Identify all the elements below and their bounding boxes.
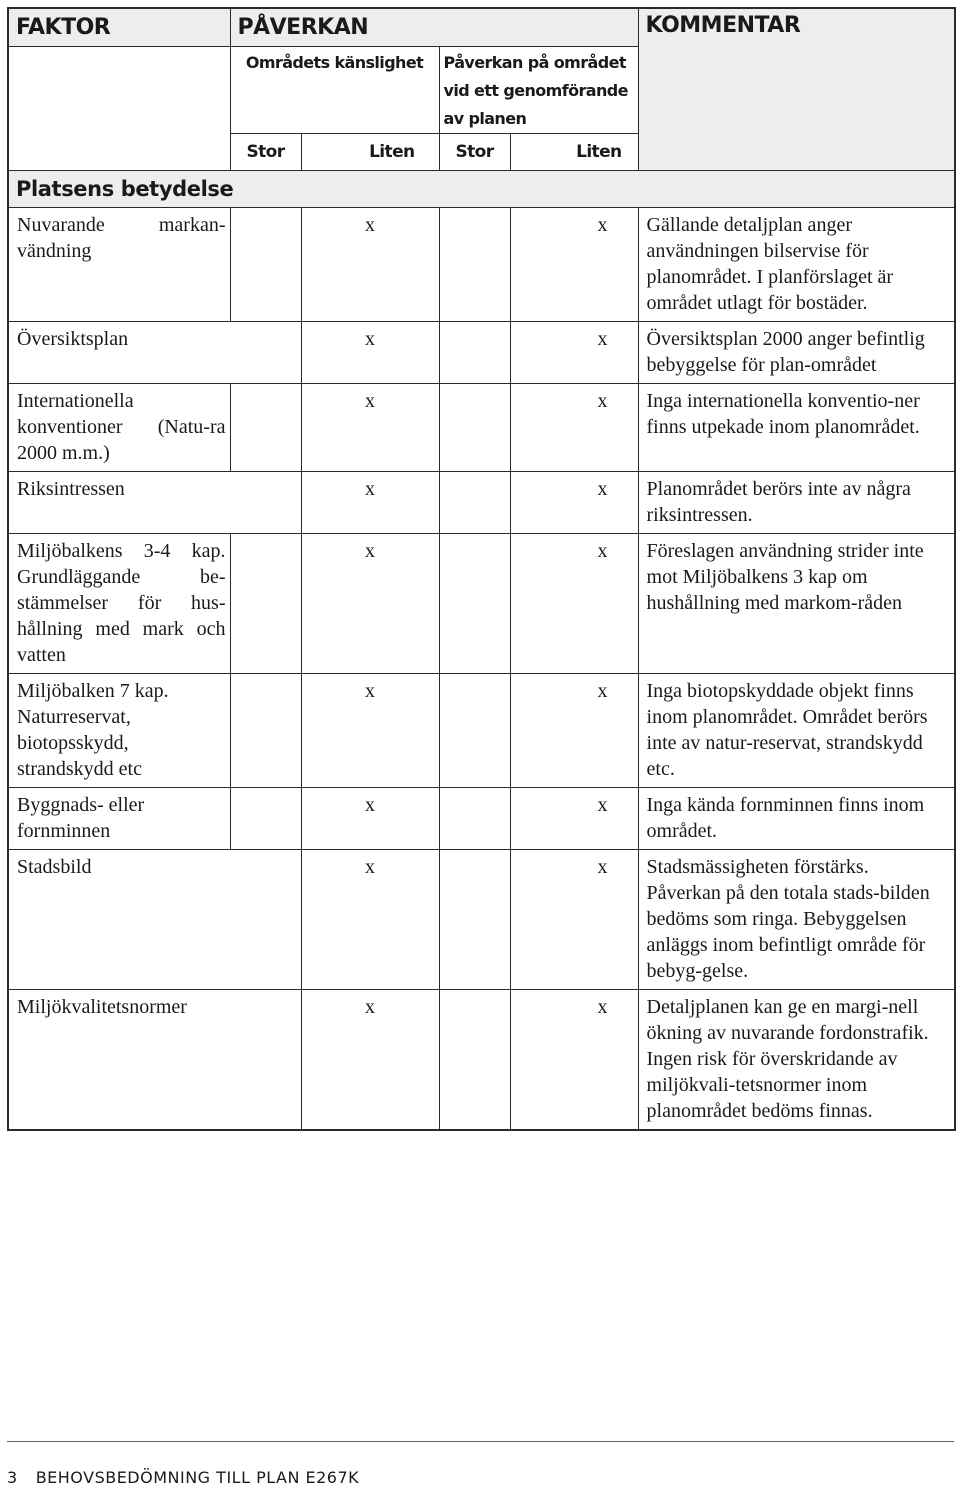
section-row: [8, 171, 955, 208]
impact-area-line: av planen: [443, 109, 527, 128]
table-row: [8, 472, 955, 534]
factor-header-blank: [8, 47, 230, 171]
comment-cell: Översiktsplan 2000 anger befintlig bebyggelse för plan-området: [638, 322, 955, 384]
mark-cell: x: [510, 384, 638, 472]
table-row: [8, 990, 955, 1131]
comment-cell: Stadsmässigheten förstärks. Påverkan på den totala stads-bilden bedöms som ringa. Bebyggelsen anläggs inom befintligt område för bebyg-gelse.: [638, 850, 955, 990]
mark-cell: [439, 472, 510, 534]
mark-cell: x: [301, 384, 439, 472]
header-row: [8, 8, 955, 47]
sensitivity-header: Områdets känslighet: [230, 47, 439, 134]
sensitivity-liten: Liten: [301, 134, 439, 171]
factor-cell: Stadsbild: [8, 850, 301, 990]
mark-cell: x: [301, 208, 439, 322]
mark-cell: x: [301, 788, 439, 850]
assessment-sheet: [7, 7, 954, 1131]
mark-cell: [439, 322, 510, 384]
page-number: 3: [7, 1468, 18, 1487]
mark-cell: [230, 788, 301, 850]
factor-cell: Internationella konventioner (Natu-ra 2000 m.m.): [8, 384, 230, 472]
mark-cell: x: [301, 322, 439, 384]
comment-cell: Planområdet berörs inte av några riksintressen.: [638, 472, 955, 534]
factor-cell: Översiktsplan: [8, 322, 301, 384]
factor-cell: Miljöbalkens 3-4 kap. Grundläggande be-stämmelser för hus-hållning med mark och vatten: [8, 534, 230, 674]
impact-stor: Stor: [439, 134, 510, 171]
mark-cell: x: [301, 472, 439, 534]
document-title: BEHOVSBEDÖMNING TILL PLAN E267K: [35, 1468, 360, 1487]
table-row: [8, 208, 955, 322]
mark-cell: [439, 990, 510, 1131]
factor-cell: Riksintressen: [8, 472, 301, 534]
factor-cell: Byggnads- eller fornminnen: [8, 788, 230, 850]
table-row: [8, 322, 955, 384]
mark-cell: [230, 208, 301, 322]
mark-cell: [230, 384, 301, 472]
mark-cell: [439, 208, 510, 322]
mark-cell: x: [301, 674, 439, 788]
mark-cell: x: [510, 208, 638, 322]
mark-cell: x: [301, 990, 439, 1131]
table-row: [8, 788, 955, 850]
mark-cell: [439, 788, 510, 850]
table-row: [8, 674, 955, 788]
mark-cell: x: [510, 534, 638, 674]
mark-cell: x: [510, 788, 638, 850]
mark-cell: [439, 850, 510, 990]
comment-cell: Gällande detaljplan anger användningen bilservise för planområdet. I planförslaget är området utlagt för bostäder.: [638, 208, 955, 322]
comment-header: KOMMENTAR: [638, 8, 955, 171]
mark-cell: x: [510, 674, 638, 788]
comment-cell: Detaljplanen kan ge en margi-nell ökning av nuvarande fordonstrafik. Ingen risk för överskridande av miljökvali-tetsnormer inom planområdet bedöms finnas.: [638, 990, 955, 1131]
impact-area-header: [439, 47, 638, 134]
footer-divider: [7, 1441, 954, 1442]
factor-cell: Nuvarande markan-vändning: [8, 208, 230, 322]
mark-cell: [439, 674, 510, 788]
mark-cell: x: [510, 472, 638, 534]
table-row: [8, 850, 955, 990]
mark-cell: [439, 534, 510, 674]
comment-cell: Inga internationella konventio-ner finns utpekade inom planområdet.: [638, 384, 955, 472]
impact-area-line: Påverkan på området: [443, 53, 626, 72]
factor-cell: Miljöbalken 7 kap. Naturreservat, biotopsskydd, strandskydd etc: [8, 674, 230, 788]
factor-header: FAKTOR: [8, 8, 230, 47]
comment-cell: Föreslagen användning strider inte mot Miljöbalkens 3 kap om hushållning med markom-råden: [638, 534, 955, 674]
mark-cell: x: [301, 534, 439, 674]
mark-cell: [439, 384, 510, 472]
factor-cell: Miljökvalitetsnormer: [8, 990, 301, 1131]
impact-header: PÅVERKAN: [230, 8, 638, 47]
comment-cell: Inga kända fornminnen finns inom området.: [638, 788, 955, 850]
assessment-table: [7, 7, 956, 1131]
page-footer: [7, 1468, 377, 1487]
mark-cell: x: [510, 322, 638, 384]
table-row: [8, 384, 955, 472]
impact-liten: Liten: [510, 134, 638, 171]
comment-cell: Inga biotopskyddade objekt finns inom planområdet. Området berörs inte av natur-reservat, strandskydd etc.: [638, 674, 955, 788]
mark-cell: x: [301, 850, 439, 990]
section-title: Platsens betydelse: [8, 171, 955, 208]
mark-cell: [230, 534, 301, 674]
table-row: [8, 534, 955, 674]
sensitivity-stor: Stor: [230, 134, 301, 171]
mark-cell: x: [510, 850, 638, 990]
mark-cell: x: [510, 990, 638, 1131]
mark-cell: [230, 674, 301, 788]
impact-area-line: vid ett genomförande: [443, 81, 628, 100]
